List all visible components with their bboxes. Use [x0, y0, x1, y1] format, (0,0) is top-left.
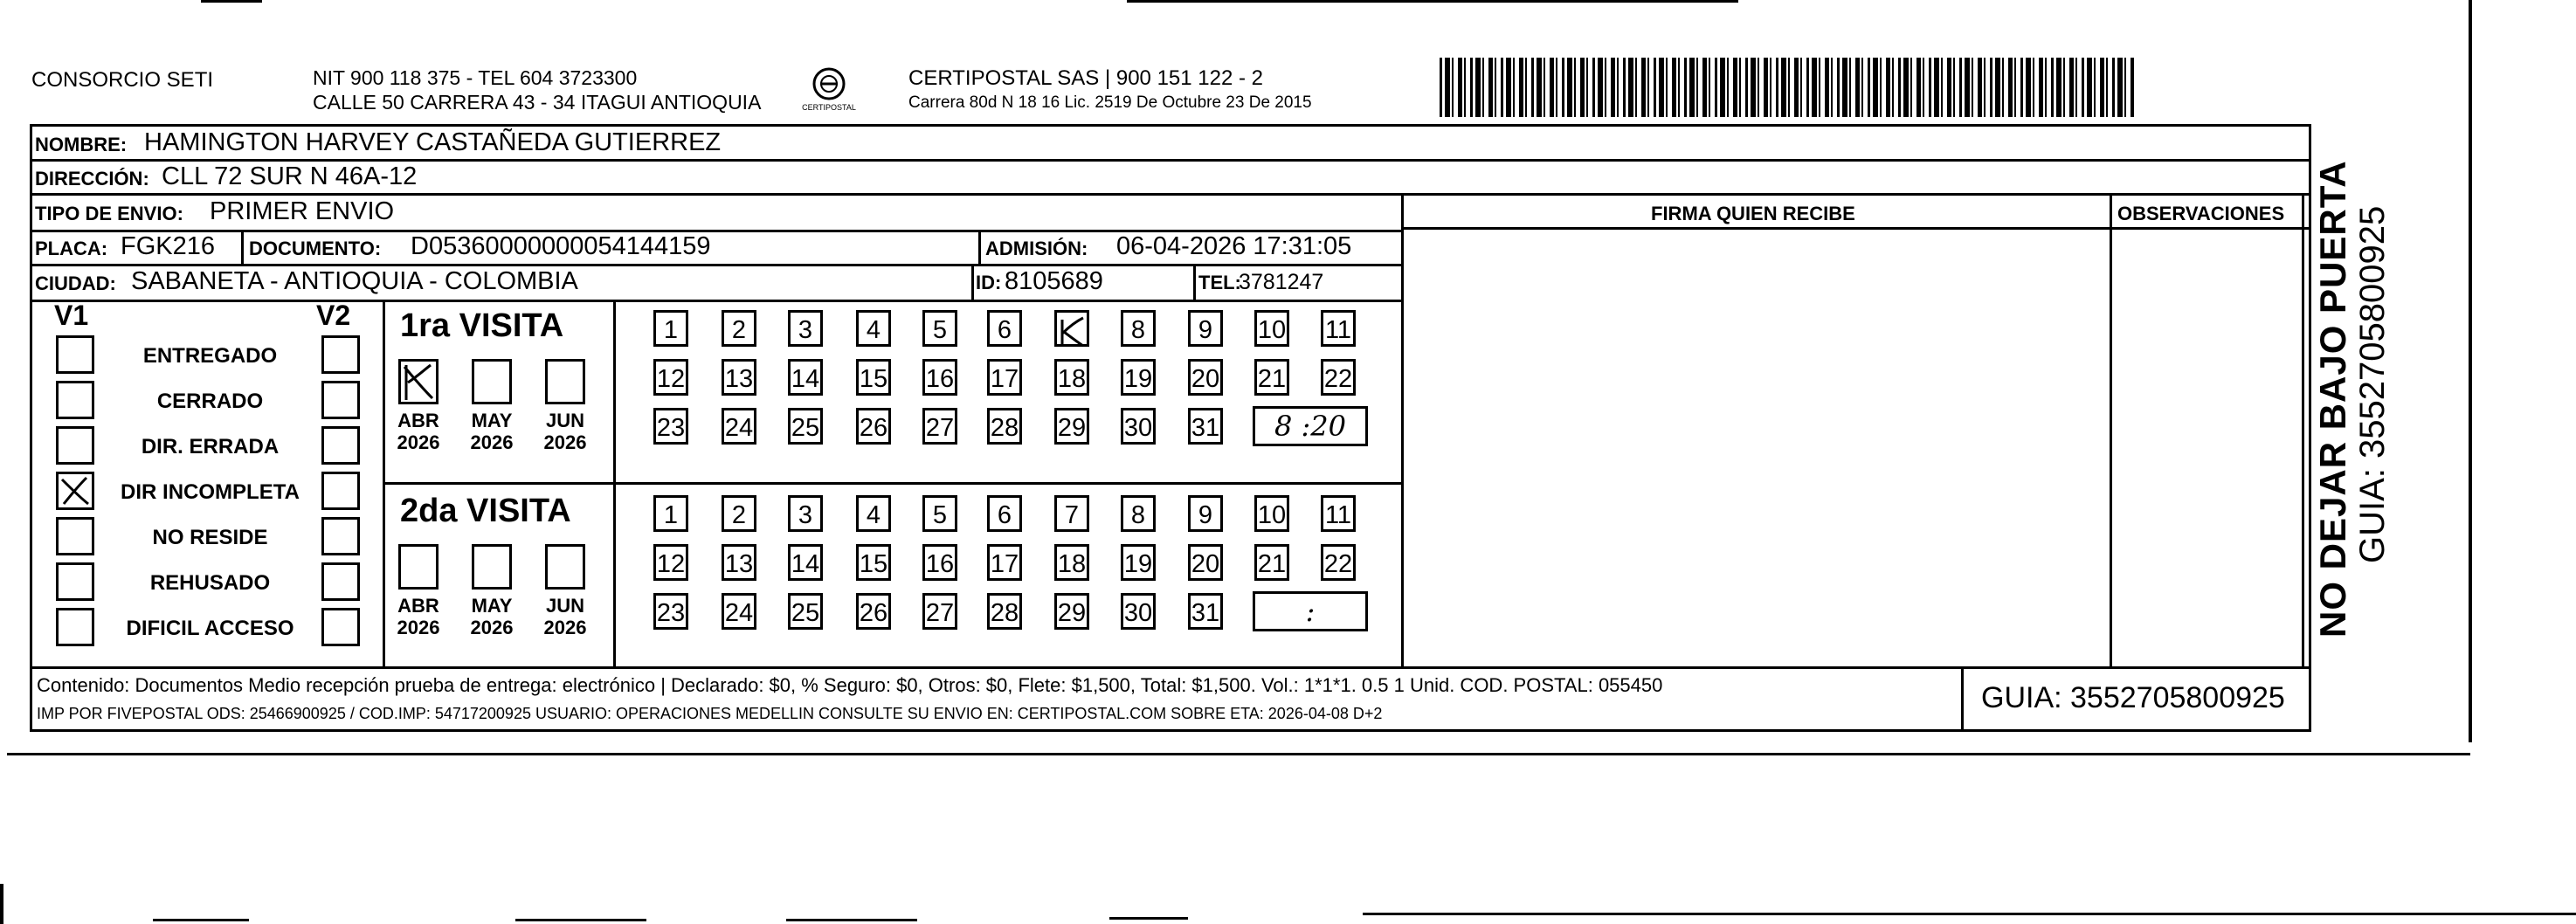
day-box[interactable]	[722, 359, 756, 396]
v1-checkbox[interactable]	[56, 517, 94, 555]
day-number: 22	[1323, 365, 1353, 393]
day-box[interactable]	[788, 310, 823, 347]
day-box[interactable]	[1054, 359, 1089, 396]
day-box[interactable]	[1321, 495, 1356, 532]
day-number: 10	[1257, 316, 1287, 344]
day-number: 2	[731, 316, 747, 344]
day-number: 3	[798, 501, 813, 529]
shipment-type-label: TIPO DE ENVIO:	[35, 203, 183, 224]
day-box[interactable]	[1121, 593, 1156, 630]
month-year: 2026	[543, 431, 587, 454]
barcode	[1440, 58, 2134, 117]
status-label: DIFICIL ACCESO	[126, 617, 294, 640]
day-number: 19	[1123, 365, 1153, 393]
month-name: JUN	[545, 410, 584, 431]
day-number: 5	[932, 316, 948, 344]
day-box[interactable]	[922, 593, 957, 630]
signature-header: FIRMA QUIEN RECIBE	[1651, 203, 1855, 224]
month-label	[463, 595, 521, 639]
v2-checkbox[interactable]	[321, 381, 360, 419]
day-number: 15	[859, 365, 888, 393]
day-box[interactable]	[1054, 408, 1089, 445]
day-number: 6	[997, 316, 1012, 344]
month-label	[390, 410, 447, 454]
scan-edge-bottom	[7, 753, 2470, 755]
id-value: 8105689	[1005, 267, 1103, 295]
month-year: 2026	[470, 617, 514, 639]
day-number: 12	[656, 550, 686, 578]
visit1-title: 1ra VISITA	[400, 307, 564, 344]
month-year: 2026	[397, 431, 440, 454]
admission-label: ADMISIÓN:	[985, 238, 1088, 259]
scan-artifact-bottom	[786, 919, 917, 921]
day-box[interactable]	[987, 593, 1022, 630]
day-box[interactable]	[856, 359, 891, 396]
day-box[interactable]	[987, 408, 1022, 445]
check-mark-icon	[59, 474, 92, 507]
day-box[interactable]	[1188, 408, 1223, 445]
month-name: MAY	[471, 410, 513, 431]
side-warning: NO DEJAR BAJO PUERTA	[2312, 160, 2353, 638]
month-year: 2026	[543, 617, 587, 639]
day-number: 19	[1123, 550, 1153, 578]
check-mark-icon	[401, 362, 436, 402]
day-box[interactable]	[788, 408, 823, 445]
v2-checkbox[interactable]	[321, 517, 360, 555]
day-box[interactable]	[922, 408, 957, 445]
day-number: 12	[656, 365, 686, 393]
day-box[interactable]	[987, 359, 1022, 396]
day-box[interactable]	[653, 593, 688, 630]
day-box[interactable]	[1188, 495, 1223, 532]
day-box[interactable]	[1121, 544, 1156, 581]
day-number: 13	[724, 365, 754, 393]
day-number: 16	[925, 550, 955, 578]
month-checkbox[interactable]	[545, 359, 585, 404]
day-box[interactable]	[722, 408, 756, 445]
day-box[interactable]	[856, 408, 891, 445]
v1-checkbox[interactable]	[56, 608, 94, 646]
day-box[interactable]	[722, 495, 756, 532]
month-checkbox[interactable]	[545, 544, 585, 590]
shipment-type: PRIMER ENVIO	[210, 197, 395, 225]
status-label: ENTREGADO	[142, 344, 278, 368]
day-number: 18	[1057, 550, 1087, 578]
status-label: NO RESIDE	[152, 526, 268, 549]
day-number: 21	[1257, 550, 1287, 578]
day-number: 8	[1130, 316, 1146, 344]
scan-artifact-bottom	[153, 919, 249, 921]
day-box[interactable]	[1121, 408, 1156, 445]
day-box[interactable]	[922, 359, 957, 396]
day-number: 6	[997, 501, 1012, 529]
day-box[interactable]	[653, 544, 688, 581]
day-box[interactable]	[922, 310, 957, 347]
v2-checkbox[interactable]	[321, 562, 360, 601]
day-number: 29	[1057, 599, 1087, 627]
scan-artifact-bottom	[1109, 917, 1188, 920]
scan-artifact-top	[201, 0, 262, 3]
month-label	[536, 410, 594, 454]
day-box[interactable]	[653, 310, 688, 347]
city-label: CIUDAD:	[35, 272, 116, 294]
month-label	[390, 595, 447, 639]
time-field[interactable]	[1253, 406, 1368, 446]
day-box[interactable]	[653, 495, 688, 532]
company-address: CALLE 50 CARRERA 43 - 34 ITAGUI ANTIOQUIA	[313, 91, 762, 114]
city-value: SABANETA - ANTIOQUIA - COLOMBIA	[131, 267, 578, 295]
day-box[interactable]	[1254, 544, 1289, 581]
time-value: :	[1305, 595, 1316, 628]
day-number: 29	[1057, 414, 1087, 442]
day-box[interactable]	[987, 310, 1022, 347]
day-number: 15	[859, 550, 888, 578]
day-box[interactable]	[922, 544, 957, 581]
month-label	[463, 410, 521, 454]
scan-artifact-bottom	[1363, 913, 2576, 915]
day-number: 31	[1191, 414, 1220, 442]
day-box[interactable]	[1121, 495, 1156, 532]
tel-value: 3781247	[1239, 270, 1324, 294]
day-number: 2	[731, 501, 747, 529]
day-number: 4	[866, 316, 881, 344]
day-number: 23	[656, 414, 686, 442]
day-number: 21	[1257, 365, 1287, 393]
print-details: IMP POR FIVEPOSTAL ODS: 25466900925 / COD.IMP: 54717200925 USUARIO: OPERACIONES MEDELLIN CONSULTE SU ENVIO EN: CERTIPOSTAL.COM SOBRE ETA: 2026-04-08 D+2	[37, 705, 1383, 722]
day-box[interactable]	[1321, 544, 1356, 581]
day-box[interactable]	[1254, 495, 1289, 532]
observations-header: OBSERVACIONES	[2117, 203, 2285, 224]
day-box[interactable]	[1054, 544, 1089, 581]
day-number: 9	[1198, 501, 1213, 529]
day-box-marked[interactable]	[1054, 310, 1089, 347]
day-box[interactable]	[1054, 495, 1089, 532]
month-name: ABR	[397, 410, 439, 431]
certipostal-text: CERTIPOSTAL SAS | 900 151 122 - 2	[908, 66, 1263, 90]
scan-artifact-bottom	[515, 919, 646, 921]
day-box[interactable]	[788, 359, 823, 396]
day-box[interactable]	[987, 495, 1022, 532]
day-number: 17	[990, 365, 1019, 393]
month-checkbox[interactable]	[398, 359, 439, 404]
v1-checkbox[interactable]	[56, 562, 94, 601]
day-box[interactable]	[788, 544, 823, 581]
svg-text:CERTIPOSTAL: CERTIPOSTAL	[802, 103, 856, 112]
day-number: 1	[663, 501, 679, 529]
day-box[interactable]	[856, 495, 891, 532]
v2-checkbox[interactable]	[321, 335, 360, 374]
v2-checkbox[interactable]	[321, 608, 360, 646]
month-label	[536, 595, 594, 639]
day-box[interactable]	[653, 359, 688, 396]
scan-edge-right	[2469, 0, 2472, 742]
month-name: MAY	[471, 595, 513, 617]
day-box[interactable]	[722, 310, 756, 347]
day-box[interactable]	[922, 495, 957, 532]
v2-checkbox[interactable]	[321, 426, 360, 465]
month-name: JUN	[545, 595, 584, 617]
day-number: 8	[1130, 501, 1146, 529]
day-box[interactable]	[653, 408, 688, 445]
month-year: 2026	[397, 617, 440, 639]
license-text: Carrera 80d N 18 16 Lic. 2519 De Octubre 23 De 2015	[908, 93, 1312, 112]
day-number: 16	[925, 365, 955, 393]
day-number: 3	[798, 316, 813, 344]
day-number: 10	[1257, 501, 1287, 529]
v1-checkbox[interactable]	[56, 335, 94, 374]
day-box[interactable]	[1188, 359, 1223, 396]
day-number: 24	[724, 414, 754, 442]
address-label: DIRECCIÓN:	[35, 168, 149, 190]
day-number: 31	[1191, 599, 1220, 627]
time-field[interactable]	[1253, 591, 1368, 631]
day-number: 25	[791, 414, 820, 442]
visit2-title: 2da VISITA	[400, 493, 571, 529]
day-box[interactable]	[1054, 593, 1089, 630]
v1-checkbox[interactable]	[56, 381, 94, 419]
admission-value: 06-04-2026 17:31:05	[1116, 232, 1352, 260]
id-label: ID:	[976, 272, 1002, 293]
v1-header: V1	[54, 300, 89, 331]
status-label: DIR INCOMPLETA	[121, 480, 300, 504]
day-number: 30	[1123, 414, 1153, 442]
day-number: 20	[1191, 550, 1220, 578]
day-number: 7	[1064, 501, 1080, 529]
day-number: 14	[791, 550, 820, 578]
day-number: 27	[925, 599, 955, 627]
side-guia: GUIA: 3552705800925	[2353, 205, 2392, 563]
day-number: 20	[1191, 365, 1220, 393]
status-label: CERRADO	[156, 390, 264, 413]
day-box[interactable]	[1321, 359, 1356, 396]
day-number: 18	[1057, 365, 1087, 393]
day-number: 5	[932, 501, 948, 529]
day-box[interactable]	[722, 544, 756, 581]
content-details: Contenido: Documentos Medio recepción prueba de entrega: electrónico | Declarado: $0, % Seguro: $0, Otros: $0, Flete: $1,500, Total: $1,500. Vol.: 1*1*1. 0.5 1 Unid. COD. POSTAL: 055450	[37, 674, 1663, 696]
certipostal-logo	[795, 65, 863, 119]
day-box[interactable]	[1254, 359, 1289, 396]
v2-checkbox[interactable]	[321, 472, 360, 510]
day-box[interactable]	[722, 593, 756, 630]
day-number: 30	[1123, 599, 1153, 627]
recipient-address: CLL 72 SUR N 46A-12	[162, 162, 418, 190]
day-box[interactable]	[1254, 310, 1289, 347]
scan-edge-left	[0, 884, 3, 924]
document-label: DOCUMENTO:	[249, 238, 382, 259]
v1-checkbox[interactable]	[56, 472, 94, 510]
day-number: 27	[925, 414, 955, 442]
name-label: NOMBRE:	[35, 134, 128, 155]
check-mark-icon	[1057, 316, 1087, 348]
v2-header: V2	[316, 300, 351, 331]
nit-text: NIT 900 118 375 - TEL 604 3723300	[313, 66, 638, 89]
day-number: 26	[859, 414, 888, 442]
time-value: 8 :20	[1274, 410, 1347, 443]
day-box[interactable]	[1188, 310, 1223, 347]
day-number: 26	[859, 599, 888, 627]
recipient-name: HAMINGTON HARVEY CASTAÑEDA GUTIERREZ	[144, 128, 722, 156]
document-value: D05360000000054144159	[411, 232, 711, 260]
status-label: REHUSADO	[149, 571, 271, 595]
month-checkbox[interactable]	[398, 544, 439, 590]
day-number: 23	[656, 599, 686, 627]
day-number: 9	[1198, 316, 1213, 344]
guia-footer: GUIA: 3552705800925	[1981, 681, 2285, 714]
day-number: 17	[990, 550, 1019, 578]
v1-checkbox[interactable]	[56, 426, 94, 465]
month-checkbox[interactable]	[472, 359, 512, 404]
day-number: 25	[791, 599, 820, 627]
day-box[interactable]	[1188, 593, 1223, 630]
day-box[interactable]	[788, 495, 823, 532]
day-box[interactable]	[1121, 310, 1156, 347]
day-number: 13	[724, 550, 754, 578]
month-year: 2026	[470, 431, 514, 454]
day-number: 4	[866, 501, 881, 529]
company-name: CONSORCIO SETI	[31, 68, 214, 92]
day-number: 11	[1324, 501, 1352, 529]
month-checkbox[interactable]	[472, 544, 512, 590]
plate-value: FGK216	[121, 232, 215, 260]
day-number: 24	[724, 599, 754, 627]
day-box[interactable]	[856, 593, 891, 630]
plate-label: PLACA:	[35, 238, 108, 259]
scan-artifact-top	[1127, 0, 1738, 3]
day-box[interactable]	[1321, 310, 1356, 347]
day-box[interactable]	[788, 593, 823, 630]
day-box[interactable]	[1121, 359, 1156, 396]
day-number: 1	[663, 316, 679, 344]
day-box[interactable]	[987, 544, 1022, 581]
day-number: 22	[1323, 550, 1353, 578]
day-box[interactable]	[856, 310, 891, 347]
day-number: 14	[791, 365, 820, 393]
day-box[interactable]	[856, 544, 891, 581]
day-number: 11	[1324, 316, 1352, 344]
month-name: ABR	[397, 595, 439, 617]
day-box[interactable]	[1188, 544, 1223, 581]
day-number: 28	[990, 599, 1019, 627]
tel-label: TEL:	[1198, 272, 1241, 293]
status-label: DIR. ERRADA	[141, 435, 280, 459]
day-number: 28	[990, 414, 1019, 442]
